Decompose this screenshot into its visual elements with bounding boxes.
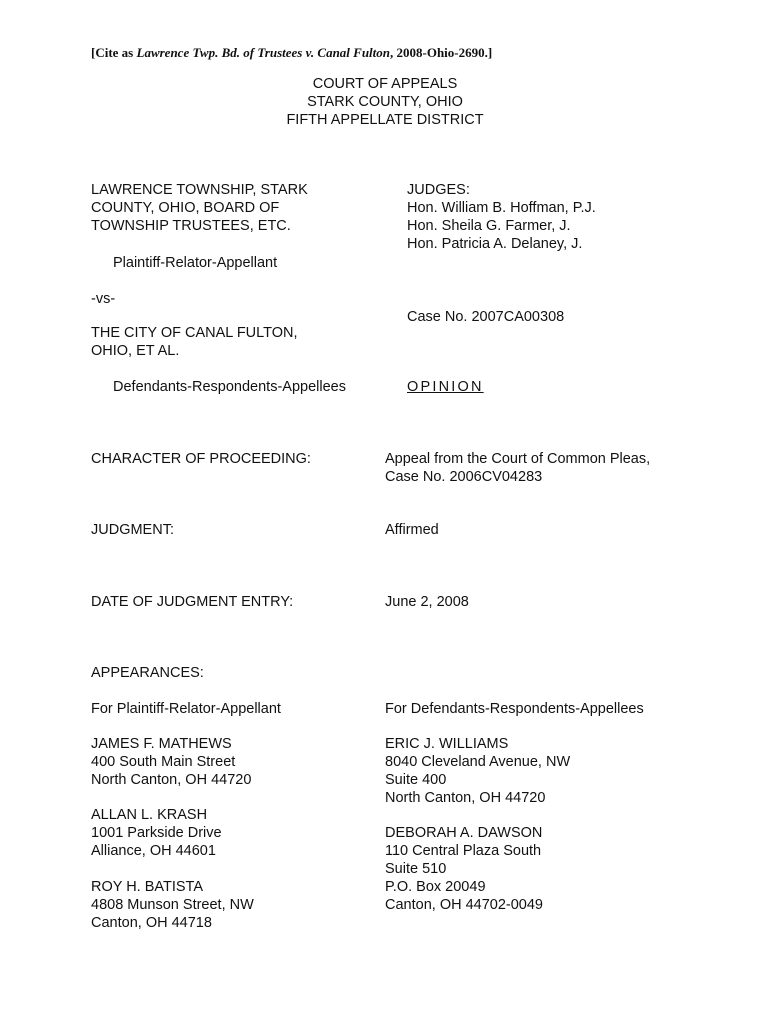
citation-prefix: [Cite as [91, 45, 137, 60]
plaintiff-counsel-block [91, 878, 254, 932]
judge-name: Hon. William B. Hoffman, P.J. [407, 200, 596, 216]
counsel-address: Canton, OH 44702-0049 [385, 897, 543, 913]
counsel-address: P.O. Box 20049 [385, 879, 486, 895]
judgment-date-label: DATE OF JUDGMENT ENTRY: [91, 594, 294, 610]
proceeding-value-line: Case No. 2006CV04283 [385, 469, 543, 485]
defendant-counsel-block [385, 824, 543, 914]
counsel-address: Suite 400 [385, 772, 447, 788]
counsel-address: Suite 510 [385, 861, 447, 877]
plaintiff-name [91, 181, 308, 235]
defendant-name-line: OHIO, ET AL. [91, 343, 180, 359]
versus: -vs- [91, 291, 116, 307]
citation-line [91, 44, 492, 62]
counsel-name: JAMES F. MATHEWS [91, 736, 232, 752]
proceeding-value [385, 450, 650, 486]
counsel-name: ROY H. BATISTA [91, 879, 203, 895]
judges-list [407, 199, 596, 253]
defendant-counsel-block [385, 735, 570, 807]
counsel-address: 110 Central Plaza South [385, 843, 542, 859]
citation-case-name: Lawrence Twp. Bd. of Trustees v. Canal Fulton [136, 45, 391, 60]
citation-suffix: , 2008-Ohio-2690.] [390, 45, 493, 60]
plaintiff-counsel-heading: For Plaintiff-Relator-Appellant [91, 701, 281, 717]
plaintiff-counsel-block [91, 806, 222, 860]
case-number: Case No. 2007CA00308 [407, 309, 565, 325]
counsel-address: 8040 Cleveland Avenue, NW [385, 754, 571, 770]
plaintiff-name-line: LAWRENCE TOWNSHIP, STARK [91, 182, 308, 198]
counsel-address: North Canton, OH 44720 [385, 790, 546, 806]
appearances-heading: APPEARANCES: [91, 665, 204, 681]
proceeding-value-line: Appeal from the Court of Common Pleas, [385, 451, 651, 467]
judges-heading: JUDGES: [407, 182, 470, 198]
counsel-address: 400 South Main Street [91, 754, 236, 770]
judgment-date-value: June 2, 2008 [385, 594, 469, 610]
plaintiff-counsel-block [91, 735, 251, 789]
counsel-name: DEBORAH A. DAWSON [385, 825, 543, 841]
counsel-name: ERIC J. WILLIAMS [385, 736, 509, 752]
defendant-counsel-heading: For Defendants-Respondents-Appellees [385, 701, 644, 717]
plaintiff-name-line: COUNTY, OHIO, BOARD OF [91, 200, 280, 216]
defendant-name-line: THE CITY OF CANAL FULTON, [91, 325, 298, 341]
counsel-address: Canton, OH 44718 [91, 915, 212, 931]
judge-name: Hon. Sheila G. Farmer, J. [407, 218, 571, 234]
judge-name: Hon. Patricia A. Delaney, J. [407, 236, 583, 252]
court-district: FIFTH APPELLATE DISTRICT [286, 112, 484, 128]
proceeding-label: CHARACTER OF PROCEEDING: [91, 451, 311, 467]
defendant-role: Defendants-Respondents-Appellees [113, 379, 346, 395]
counsel-address: North Canton, OH 44720 [91, 772, 252, 788]
court-county: STARK COUNTY, OHIO [307, 94, 463, 110]
judgment-value: Affirmed [385, 522, 439, 538]
counsel-address: Alliance, OH 44601 [91, 843, 216, 859]
opinion-label: OPINION [407, 379, 484, 395]
defendant-name [91, 324, 298, 360]
counsel-address: 4808 Munson Street, NW [91, 897, 254, 913]
plaintiff-role: Plaintiff-Relator-Appellant [113, 255, 278, 271]
counsel-address: 1001 Parkside Drive [91, 825, 222, 841]
court-name: COURT OF APPEALS [312, 76, 458, 92]
plaintiff-name-line: TOWNSHIP TRUSTEES, ETC. [91, 218, 291, 234]
counsel-name: ALLAN L. KRASH [91, 807, 208, 823]
judgment-label: JUDGMENT: [91, 522, 174, 538]
